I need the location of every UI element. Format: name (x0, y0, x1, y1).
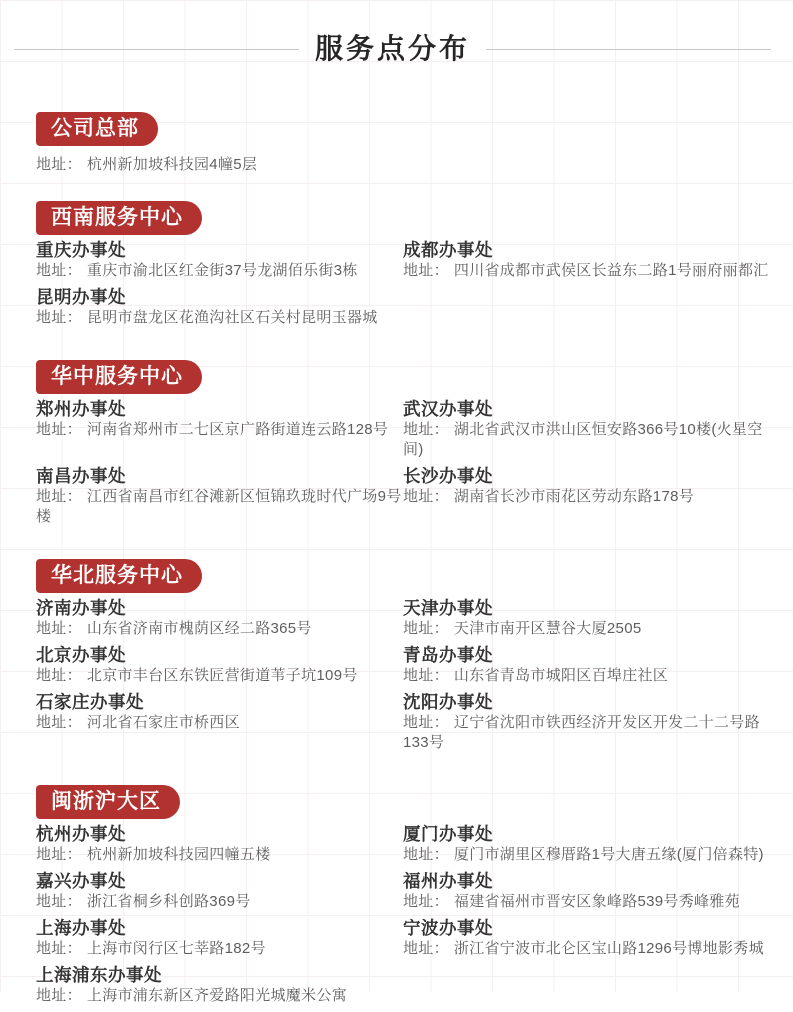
office-address (403, 939, 779, 959)
address-value: 山东省青岛市城阳区百埠庄社区 (453, 667, 669, 684)
office-entry (403, 466, 779, 507)
address-label: 地址： (36, 714, 82, 731)
office-address (36, 892, 403, 912)
address-label: 地址： (36, 940, 82, 957)
address-label: 地址： (403, 262, 449, 279)
office-name: 杭州办事处 (36, 824, 126, 844)
office-name: 成都办事处 (403, 240, 493, 260)
office-entry (36, 965, 403, 1006)
title-divider-left (14, 49, 299, 50)
address-value: 重庆市渝北区红金街37号龙湖佰乐街3栋 (86, 262, 358, 279)
address-value: 杭州新加坡科技园4幢5层 (86, 156, 258, 173)
office-entry (36, 645, 403, 686)
address-value: 湖北省武汉市洪山区恒安路366号10楼(火星空间) (403, 421, 763, 458)
office-address (403, 261, 779, 281)
office-entry (36, 918, 403, 959)
office-address (36, 420, 403, 440)
office-name: 宁波办事处 (403, 918, 493, 938)
office-list (36, 399, 779, 533)
address-label: 地址： (36, 667, 82, 684)
office-entry (403, 598, 779, 639)
address-value: 北京市丰台区东铁匠营街道苇子坑109号 (86, 667, 358, 684)
office-address (36, 666, 403, 686)
title-divider-right (486, 49, 771, 50)
section-badge-southwest: 西南服务中心 (36, 201, 202, 235)
address-label: 地址： (403, 940, 449, 957)
address-value: 辽宁省沈阳市铁西经济开发区开发二十二号路133号 (403, 714, 760, 751)
office-name: 石家庄办事处 (36, 692, 144, 712)
office-name: 重庆办事处 (36, 240, 126, 260)
address-value: 河北省石家庄市桥西区 (86, 714, 240, 731)
office-address (36, 487, 403, 527)
address-value: 厦门市湖里区穆厝路1号大唐五缘(厦门倍森特) (453, 846, 764, 863)
address-value: 河南省郑州市二七区京广路街道连云路128号 (86, 421, 389, 438)
office-name: 长沙办事处 (403, 466, 493, 486)
address-label: 地址： (403, 714, 449, 731)
office-address (36, 986, 403, 1006)
address-label: 地址： (36, 156, 82, 173)
office-entry (36, 871, 403, 912)
address-label: 地址： (403, 667, 449, 684)
address-label: 地址： (403, 488, 449, 505)
office-address (403, 619, 779, 639)
address-label: 地址： (36, 262, 82, 279)
address-value: 江西省南昌市红谷滩新区恒锦玖珑时代广场9号楼 (36, 488, 402, 525)
address-label: 地址： (36, 421, 82, 438)
section-badge-central: 华中服务中心 (36, 360, 202, 394)
office-address (36, 845, 403, 865)
page-title: 服务点分布 (315, 33, 471, 64)
office-address (403, 420, 779, 460)
office-entry (403, 692, 779, 753)
page-title-row (14, 30, 779, 68)
address-label: 地址： (36, 488, 82, 505)
office-name: 厦门办事处 (403, 824, 493, 844)
address-value: 杭州新加坡科技园四幢五楼 (86, 846, 271, 863)
address-value: 上海市浦东新区齐爱路阳光城魔米公寓 (86, 987, 348, 1004)
address-value: 天津市南开区慧谷大厦2505 (453, 620, 642, 637)
office-address (36, 939, 403, 959)
office-name: 南昌办事处 (36, 466, 126, 486)
office-address (36, 713, 403, 733)
office-name: 青岛办事处 (403, 645, 493, 665)
office-entry (403, 918, 779, 959)
office-name: 济南办事处 (36, 598, 126, 618)
address-value: 四川省成都市武侯区长益东二路1号丽府丽都汇 (453, 262, 769, 279)
address-value: 上海市闵行区七莘路182号 (86, 940, 266, 957)
office-entry (36, 466, 403, 527)
office-name: 天津办事处 (403, 598, 493, 618)
office-entry (36, 240, 403, 281)
address-label: 地址： (36, 987, 82, 1004)
office-address (36, 619, 403, 639)
office-entry (36, 399, 403, 440)
address-label: 地址： (403, 893, 449, 910)
office-address (403, 892, 779, 912)
address-label: 地址： (36, 620, 82, 637)
address-value: 湖南省长沙市雨花区劳动东路178号 (453, 488, 695, 505)
office-entry (36, 824, 403, 865)
office-name: 福州办事处 (403, 871, 493, 891)
office-address (403, 845, 779, 865)
address-value: 昆明市盘龙区花渔沟社区石关村昆明玉器城 (86, 309, 378, 326)
address-label: 地址： (403, 620, 449, 637)
office-address (403, 487, 779, 507)
office-entry (36, 692, 403, 733)
address-value: 福建省福州市晋安区象峰路539号秀峰雅苑 (453, 893, 740, 910)
office-name: 武汉办事处 (403, 399, 493, 419)
office-name: 嘉兴办事处 (36, 871, 126, 891)
office-entry (36, 598, 403, 639)
address-label: 地址： (403, 421, 449, 438)
office-address (36, 261, 403, 281)
hq-address (36, 155, 779, 175)
section-southwest (36, 201, 779, 334)
address-value: 浙江省桐乡科创路369号 (86, 893, 251, 910)
office-list (36, 598, 779, 759)
address-label: 地址： (36, 309, 82, 326)
section-central (36, 360, 779, 533)
section-badge-minzhehu: 闽浙沪大区 (36, 785, 180, 819)
section-hq (36, 112, 779, 175)
office-list (36, 240, 779, 334)
office-name: 沈阳办事处 (403, 692, 493, 712)
office-entry (36, 287, 403, 328)
office-name: 昆明办事处 (36, 287, 126, 307)
office-name: 上海浦东办事处 (36, 965, 162, 985)
office-address (403, 666, 779, 686)
office-entry (403, 240, 779, 281)
address-label: 地址： (36, 893, 82, 910)
office-entry (403, 824, 779, 865)
office-name: 上海办事处 (36, 918, 126, 938)
address-value: 山东省济南市槐荫区经二路365号 (86, 620, 312, 637)
office-entry (403, 645, 779, 686)
office-name: 郑州办事处 (36, 399, 126, 419)
office-name: 北京办事处 (36, 645, 126, 665)
office-list (36, 824, 779, 1012)
section-north (36, 559, 779, 759)
section-minzhehu (36, 785, 779, 1012)
section-badge-hq: 公司总部 (36, 112, 158, 146)
office-address (403, 713, 779, 753)
address-label: 地址： (36, 846, 82, 863)
address-label: 地址： (403, 846, 449, 863)
office-entry (403, 871, 779, 912)
office-address (36, 308, 403, 328)
section-badge-north: 华北服务中心 (36, 559, 202, 593)
address-value: 浙江省宁波市北仑区宝山路1296号博地影秀城 (453, 940, 764, 957)
office-entry (403, 399, 779, 460)
